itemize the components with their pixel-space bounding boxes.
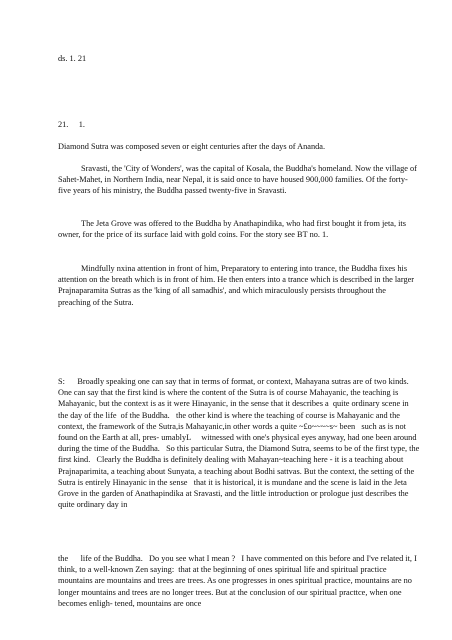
paragraph-jeta-grove: The Jeta Grove was offered to the Buddha by Anathapindika, who had first bought it from jeta, its owner, for the price of its surface laid with gold coins. For the story see BT no. 1. [58,219,406,240]
paragraph-mindfulness: Mindfully nxina attention in front of him, Preparatory to entering into trance, the Buddha fixes his attention on the breath which is in front of him. He then enters into a trance which is described in the larger Prajnaparamita Sutras as the 'king of all samadhis', and which miraculously persists throughout the preaching of the Sutra. [58,264,415,307]
paragraph-diamond-sutra-date: Diamond Sutra was composed seven or eight centuries after the days of Ananda. [58,142,326,151]
note-reference: 21. 1. [58,120,85,129]
page-header: ds. 1. 21 [58,54,87,63]
paragraph-mahayana-sutras: S: Broadly speaking one can say that in terms of format, or context, Mahayana sutras are of two kinds. One can say that the first kind is where the content of the Sutra is of course Mahayanic, the teaching is Mahayanic, but the context is as it were Hinayanic, in the sense that it describes a quite ordinary scene in the day of the life of the Buddha. the other kind is where the teaching of course is Mahayanic and the context, the framework of the Sutra,is Mahayanic,in other words a quite ~£o~~~~s~ been such as is not found on the Earth at all, pres- umablyL witnessed with one's physical eyes anyway, had one been around during the time of the Buddha. So this particular Sutra, the Diamond Sutra, seems to be of the first type, the first kind. Clearly the Buddha is definitely dealing with Mahayan~teaching here - it is a teaching about Prajnaparimita, a teaching about Sunyata, a teaching about Bodhi sattvas. But the context, the setting of the Sutra is entirely Hinayanic in the sense that it is historical, it is mundane and the scene is laid in the Jeta Grove in the garden of Anathapindika at Sravasti, and the little introduction or prologue just describes the quite ordinary day in [58,377,422,510]
paragraph-sravasti: Sravasti, the 'City of Wonders', was the capital of Kosala, the Buddha's homeland. Now the village of Sahet-Mahet, in Northern India, near Nepal, it is said once to have housed 900,000 families. Of the forty-five years of his ministry, the Buddha passed twenty-five in Sravasti. [58,164,417,196]
paragraph-zen-saying: the life of the Buddha. Do you see what I mean ? I have commented on this before and I've related it, I think, to a well-known Zen saying: that at the beginning of ones spiritual life and spiritual practice mountains are mountains and trees are trees. As one progresses in ones spiritual practice, mountains are no longer mountains and trees are no longer trees. But at the conclusion of our spiritual practtce, when one becomes enligh- tened, mountains are once [58,554,419,608]
